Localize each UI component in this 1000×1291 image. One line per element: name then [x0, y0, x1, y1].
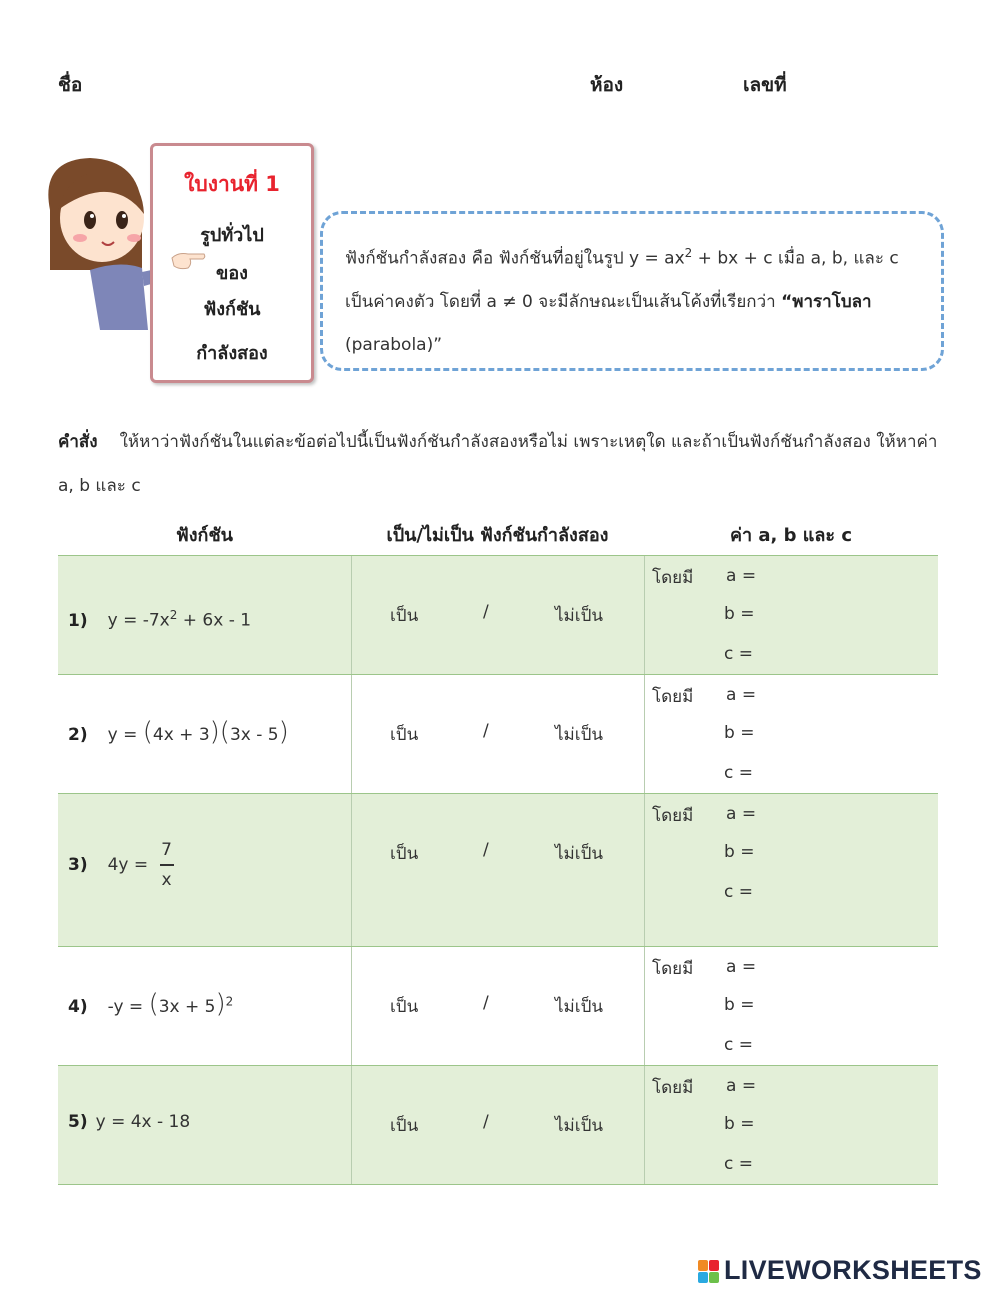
function-expression: [68, 717, 289, 747]
paren: (: [142, 717, 153, 747]
paren: ): [278, 717, 289, 747]
expr-part: 4x + 3: [152, 725, 210, 745]
paren: ): [209, 717, 220, 747]
instruction-label: คำสั่ง: [58, 432, 98, 452]
expr-part: y = 4x - 18: [95, 1112, 191, 1132]
number-label: เลขที่: [743, 74, 787, 96]
expr-part: y = -7x: [107, 610, 170, 631]
by-label: โดยมี: [652, 1078, 694, 1098]
definition-box: [320, 211, 944, 371]
c-field[interactable]: c =: [724, 763, 753, 783]
c-field[interactable]: c =: [724, 882, 753, 902]
choice-no[interactable]: ไม่เป็น: [555, 997, 603, 1017]
by-label: โดยมี: [652, 687, 694, 707]
definition-part2: + bx + c เมื่อ a, b, และ c เป็นค่าคงตัว โดยที่ a ≠ 0 จะมีลักษณะเป็นเส้นโค้งที่เรียกว่า: [345, 248, 899, 312]
card-line-3: ฟังก์ชัน: [203, 299, 261, 320]
expr-part: 3x + 5: [158, 997, 216, 1017]
choice-no[interactable]: ไม่เป็น: [555, 725, 603, 745]
b-field[interactable]: b =: [724, 604, 755, 624]
by-label: โดยมี: [652, 806, 694, 826]
choice-slash: /: [483, 1112, 489, 1132]
by-label: โดยมี: [652, 959, 694, 979]
choice-yes[interactable]: เป็น: [390, 997, 419, 1017]
choice-yes[interactable]: เป็น: [390, 1116, 419, 1136]
choice-no[interactable]: ไม่เป็น: [555, 1116, 603, 1136]
expr-part: -y =: [107, 997, 149, 1017]
card-line-1: รูปทั่วไป: [200, 225, 264, 246]
choice-yes[interactable]: เป็น: [390, 844, 419, 864]
a-field[interactable]: a =: [726, 957, 757, 977]
expr-sup: 2: [225, 994, 234, 1009]
row-number: 3): [68, 855, 88, 875]
fraction-denominator: x: [161, 870, 172, 890]
table-row: [58, 1065, 938, 1185]
fraction: [160, 840, 174, 890]
definition-text: [345, 232, 930, 367]
choice-slash: /: [483, 721, 489, 741]
row-number: 2): [68, 725, 88, 745]
row-number: 1): [68, 610, 88, 631]
table-row: [58, 793, 938, 946]
choice-slash: /: [483, 602, 489, 622]
b-field[interactable]: b =: [724, 1114, 755, 1134]
liveworksheets-logo: [698, 1255, 982, 1286]
b-field[interactable]: b =: [724, 723, 755, 743]
b-field[interactable]: b =: [724, 995, 755, 1015]
choice-slash: /: [483, 840, 489, 860]
row-number: 5): [68, 1112, 88, 1132]
paren: (: [148, 989, 159, 1019]
choice-yes[interactable]: เป็น: [390, 725, 419, 745]
table-row: [58, 674, 938, 793]
card-line-4: กำลังสอง: [196, 343, 268, 364]
choice-slash: /: [483, 993, 489, 1013]
definition-bold: “พาราโบลา: [781, 291, 872, 312]
row-number: 4): [68, 997, 88, 1017]
table-row: [58, 946, 938, 1065]
definition-part1: ฟังก์ชันกำลังสอง คือ ฟังก์ชันที่อยู่ในรูป y = ax: [345, 248, 685, 269]
by-label: โดยมี: [652, 568, 694, 588]
choice-yes[interactable]: เป็น: [390, 606, 419, 626]
name-label: ชื่อ: [58, 74, 83, 96]
function-expression: [68, 608, 251, 631]
function-expression: [68, 989, 233, 1019]
definition-part3: (parabola)”: [345, 334, 443, 355]
card-line-2: ของ: [216, 263, 248, 284]
expr-sup: 2: [169, 608, 178, 622]
paren: (: [219, 717, 230, 747]
expr-part: 4y =: [107, 855, 154, 875]
instruction-text: ให้หาว่าฟังก์ชันในแต่ละข้อต่อไปนี้เป็นฟังก์ชันกำลังสองหรือไม่ เพราะเหตุใด และถ้าเป็นฟังก์ชันกำลังสอง ให้หาค่า a, b และ c: [58, 432, 938, 496]
a-field[interactable]: a =: [726, 566, 757, 586]
logo-icon: [698, 1260, 720, 1284]
header-function: ฟังก์ชัน: [176, 525, 233, 546]
header-abc-values: ค่า a, b และ c: [729, 525, 853, 546]
definition-sup: 2: [684, 246, 693, 260]
fraction-numerator: 7: [161, 840, 172, 860]
c-field[interactable]: c =: [724, 1035, 753, 1055]
choice-no[interactable]: ไม่เป็น: [555, 606, 603, 626]
expr-part: + 6x - 1: [177, 610, 252, 631]
b-field[interactable]: b =: [724, 842, 755, 862]
function-expression: [68, 1112, 190, 1132]
a-field[interactable]: a =: [726, 804, 757, 824]
instruction: [58, 420, 938, 508]
logo-text: LIVEWORKSHEETS: [724, 1255, 982, 1285]
answer-table: [58, 555, 938, 1185]
table-row: [58, 555, 938, 674]
a-field[interactable]: a =: [726, 685, 757, 705]
pointing-hand-icon: [170, 248, 206, 274]
header-is-quadratic: เป็น/ไม่เป็น ฟังก์ชันกำลังสอง: [386, 525, 609, 546]
card-title: ใบงานที่ 1: [184, 172, 280, 196]
c-field[interactable]: c =: [724, 644, 753, 664]
c-field[interactable]: c =: [724, 1154, 753, 1174]
paren: ): [215, 989, 226, 1019]
choice-no[interactable]: ไม่เป็น: [555, 844, 603, 864]
expr-part: y =: [107, 725, 143, 745]
expr-part: 3x - 5: [229, 725, 279, 745]
function-expression: [68, 840, 174, 890]
room-label: ห้อง: [590, 74, 624, 96]
teacher-illustration: [30, 150, 160, 330]
a-field[interactable]: a =: [726, 1076, 757, 1096]
